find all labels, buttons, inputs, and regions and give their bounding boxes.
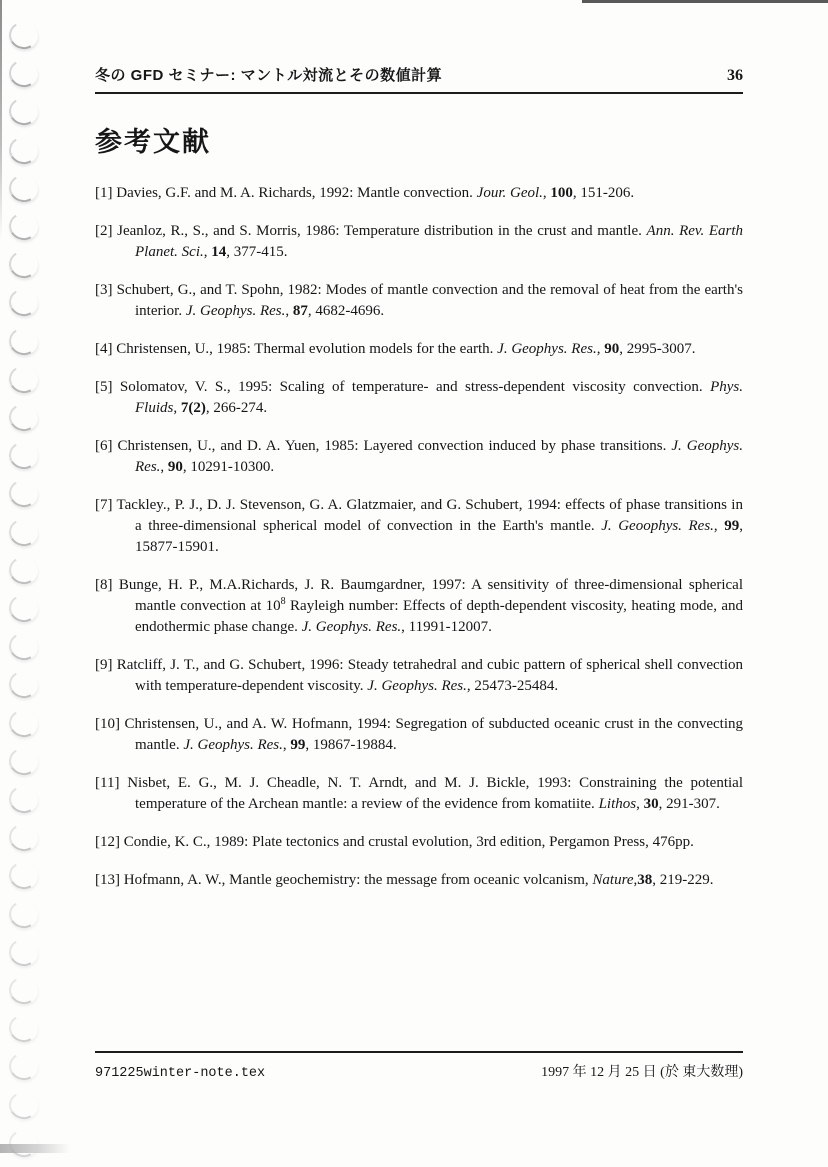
- binding-hole: [6, 897, 41, 930]
- reference-text-run: , 4682-4696.: [307, 303, 385, 319]
- binding-hole: [6, 668, 41, 701]
- reference-item: [95, 436, 743, 478]
- binding-hole: [6, 592, 41, 625]
- reference-text-run: Ann. Rev. Earth Planet. Sci.: [135, 223, 744, 260]
- reference-text-run: ,: [173, 400, 181, 416]
- reference-item: [95, 221, 743, 263]
- scan-artifact-top-edge: [582, 0, 828, 3]
- reference-text-run: , 15877-15901.: [135, 518, 743, 555]
- reference-label: [9]: [95, 657, 117, 673]
- reference-text-run: 99: [290, 737, 306, 753]
- reference-text-run: , 25473-25484.: [466, 678, 559, 694]
- reference-text-run: 7(2): [180, 400, 206, 416]
- reference-label: [11]: [95, 775, 128, 791]
- reference-label: [8]: [95, 577, 119, 593]
- reference-item: [95, 575, 743, 638]
- reference-label: [3]: [95, 282, 117, 298]
- reference-text-run: ,: [636, 796, 644, 812]
- reference-label: [5]: [95, 379, 120, 395]
- binding-hole: [6, 172, 41, 205]
- binding-hole: [6, 248, 41, 281]
- reference-text-run: ,: [160, 459, 168, 475]
- reference-text-run: Solomatov, V. S., 1995: Scaling of temperature- and stress-dependent viscosity convection.: [119, 379, 711, 395]
- reference-text-run: ,: [282, 737, 291, 753]
- reference-text-run: J. Geophys. Res.: [183, 737, 283, 753]
- reference-text-run: J. Geophys. Res.: [301, 619, 402, 635]
- reference-item: [95, 377, 743, 419]
- reference-text-run: 99: [724, 518, 740, 534]
- reference-text-run: , 2995-3007.: [619, 341, 696, 357]
- reference-text-run: Christensen, U., and A. W. Hofmann, 1994: Segregation of subducted oceanic crust in the convecting mantle.: [124, 716, 743, 753]
- reference-label: [13]: [95, 872, 124, 888]
- reference-text-run: J. Geophys. Res.: [185, 303, 286, 319]
- header-title: 冬の GFD セミナー: マントル対流とその数値計算: [95, 67, 443, 84]
- reference-text-run: 30: [643, 796, 659, 812]
- reference-label: [4]: [95, 341, 117, 357]
- reference-text-run: Rayleigh number: Effects of depth-dependent viscosity, heating mode, and endothermic phase change.: [135, 598, 743, 635]
- reference-text-run: J. Geophys. Res.: [497, 341, 597, 357]
- binding-hole: [6, 401, 41, 434]
- reference-text-run: 90: [167, 459, 183, 475]
- reference-text-run: Jour. Geol.: [476, 185, 543, 201]
- binding-hole: [6, 783, 41, 816]
- binding-holes: [0, 0, 60, 1167]
- reference-text-run: , 219-229.: [652, 872, 714, 888]
- binding-hole: [6, 1050, 41, 1083]
- binding-hole: [6, 286, 41, 319]
- reference-item: [95, 714, 743, 756]
- reference-text-run: Jeanloz, R., S., and S. Morris, 1986: Temperature distribution in the crust and mantle.: [117, 223, 647, 239]
- binding-hole: [6, 1088, 41, 1121]
- reference-text-run: Nature: [592, 872, 634, 888]
- reference-text-run: 38: [637, 872, 653, 888]
- references-list: [95, 183, 743, 891]
- reference-text-run: Bunge, H. P., M.A.Richards, J. R. Baumgardner, 1997: A sensitivity of three-dimensional spherical mantle convection at 10: [118, 577, 743, 614]
- binding-hole: [6, 324, 41, 357]
- reference-text-run: Phys. Fluids: [135, 379, 743, 416]
- reference-text-run: ,: [285, 303, 293, 319]
- reference-text-run: J. Geophys. Res.: [367, 678, 467, 694]
- section-title: 参考文献: [95, 127, 211, 157]
- reference-text-run: Lithos: [598, 796, 637, 812]
- binding-hole: [6, 859, 41, 892]
- reference-text-run: ,: [542, 185, 551, 201]
- footer-filename: 971225winter-note.tex: [95, 1066, 266, 1081]
- reference-item: [95, 339, 743, 360]
- binding-hole: [6, 1012, 41, 1045]
- reference-text-run: 90: [604, 341, 620, 357]
- reference-text-run: , 291-307.: [658, 796, 720, 812]
- reference-label: [1]: [95, 185, 117, 201]
- binding-hole: [6, 95, 41, 128]
- reference-text-run: J. Geophys. Res.: [135, 438, 743, 475]
- reference-text-run: ,: [633, 872, 638, 888]
- reference-text-run: ,: [596, 341, 605, 357]
- binding-hole: [6, 515, 41, 548]
- reference-item: [95, 773, 743, 815]
- reference-text-run: , 11991-12007.: [401, 619, 492, 635]
- binding-hole: [6, 133, 41, 166]
- binding-hole: [6, 57, 41, 90]
- binding-hole: [6, 745, 41, 778]
- reference-text-run: ,: [203, 244, 212, 260]
- footer-date: 1997 年 12 月 25 日 (於 東大数理): [541, 1065, 743, 1080]
- binding-hole: [6, 19, 41, 52]
- reference-label: [2]: [95, 223, 118, 239]
- binding-hole: [6, 554, 41, 587]
- scan-artifact-left-edge: [0, 0, 2, 240]
- reference-text-run: , 377-415.: [226, 244, 288, 260]
- reference-item: [95, 870, 743, 891]
- reference-text-run: ,: [713, 518, 725, 534]
- page-footer: [95, 1051, 743, 1081]
- reference-text-run: Hofmann, A. W., Mantle geochemistry: the message from oceanic volcanism,: [123, 872, 593, 888]
- reference-text-run: 14: [211, 244, 227, 260]
- reference-text-run: Condie, K. C., 1989: Plate tectonics and crustal evolution, 3rd edition, Pergamon Press, 476pp.: [123, 834, 694, 850]
- reference-text-run: Nisbet, E. G., M. J. Cheadle, N. T. Arndt, and M. J. Bickle, 1993: Constraining the potential temperature of the Archean mantle: a review of the evidence from komatiite.: [127, 775, 743, 812]
- reference-label: [12]: [95, 834, 124, 850]
- binding-hole: [6, 630, 41, 663]
- reference-label: [6]: [95, 438, 118, 454]
- scan-artifact-bottom-smudge: [0, 1144, 70, 1153]
- reference-text-run: , 266-274.: [205, 400, 268, 416]
- binding-hole: [6, 363, 41, 396]
- reference-text-run: , 151-206.: [572, 185, 635, 201]
- reference-text-run: 8: [280, 596, 286, 607]
- reference-label: [7]: [95, 497, 117, 513]
- page-number: 36: [727, 67, 743, 84]
- reference-item: [95, 280, 743, 322]
- reference-text-run: Davies, G.F. and M. A. Richards, 1992: Mantle convection.: [116, 185, 477, 201]
- binding-hole: [6, 706, 41, 739]
- binding-hole: [6, 439, 41, 472]
- binding-hole: [6, 477, 41, 510]
- reference-item: [95, 183, 743, 204]
- reference-item: [95, 832, 743, 853]
- reference-text-run: Schubert, G., and T. Spohn, 1982: Modes of mantle convection and the removal of heat from the earth's interior.: [116, 282, 743, 319]
- reference-text-run: , 10291-10300.: [182, 459, 275, 475]
- reference-item: [95, 655, 743, 697]
- reference-text-run: 100: [550, 185, 573, 201]
- reference-item: [95, 495, 743, 558]
- reference-text-run: Christensen, U., and D. A. Yuen, 1985: Layered convection induced by phase transitions.: [117, 438, 672, 454]
- binding-hole: [6, 974, 41, 1007]
- binding-hole: [6, 210, 41, 243]
- reference-text-run: J. Geoophys. Res.: [601, 518, 714, 534]
- reference-text-run: Christensen, U., 1985: Thermal evolution models for the earth.: [116, 341, 498, 357]
- reference-text-run: , 19867-19884.: [305, 737, 397, 753]
- binding-hole: [6, 936, 41, 969]
- running-header: [95, 64, 743, 94]
- reference-text-run: Tackley., P. J., D. J. Stevenson, G. A. Glatzmaier, and G. Schubert, 1994: effects of phase transitions in a three-dimensional spherical model of convection in the Earth's mantle.: [116, 497, 743, 534]
- reference-label: [10]: [95, 716, 125, 732]
- page-content: [95, 64, 743, 908]
- binding-hole: [6, 821, 41, 854]
- reference-text-run: Ratcliff, J. T., and G. Schubert, 1996: Steady tetrahedral and cubic pattern of spherical shell convection with temperature-dependent viscosity.: [116, 657, 743, 694]
- reference-text-run: 87: [292, 303, 308, 319]
